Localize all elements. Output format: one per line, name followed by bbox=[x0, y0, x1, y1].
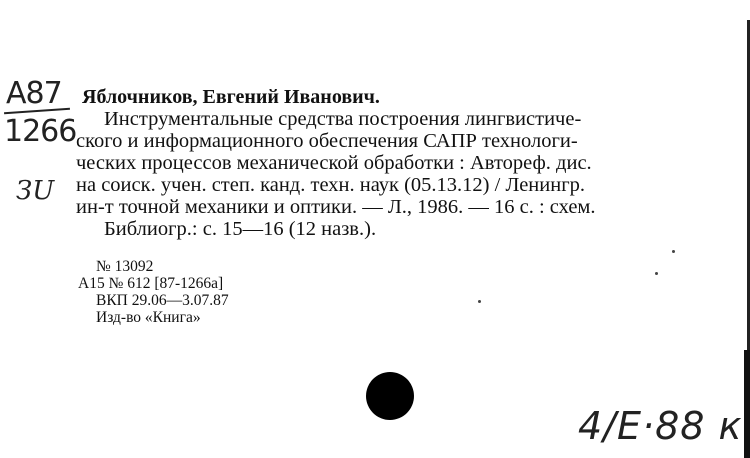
title-line-4: на соиск. учен. степ. канд. техн. наук (05.13.12) / Ленингр. bbox=[76, 174, 586, 196]
bibliography-note: Библиогр.: с. 15—16 (12 назв.). bbox=[104, 218, 377, 240]
side-handwritten-mark: ЗU bbox=[16, 176, 55, 206]
record-number: № 13092 bbox=[96, 258, 154, 275]
title-line-2: ского и информационного обеспечения САПР технологи- bbox=[76, 130, 578, 152]
title-line-3: ческих процессов механической обработки : Автореф. дис. bbox=[76, 152, 592, 174]
title-line-1: Инструментальные средства построения лингвистиче- bbox=[104, 108, 582, 130]
card-punch-hole bbox=[366, 372, 414, 420]
bibliographic-record bbox=[76, 86, 696, 240]
shelfmark-top: A87 bbox=[6, 76, 62, 111]
publisher-line: Изд-во «Книга» bbox=[96, 309, 201, 326]
handwritten-note: 4/Е·88 к bbox=[578, 404, 743, 448]
speck bbox=[655, 272, 658, 275]
title-line-5: ин-т точной механики и оптики. — Л., 1986. — 16 с. : схем. bbox=[76, 196, 596, 218]
speck bbox=[478, 300, 481, 303]
top-edge-marks bbox=[165, 0, 585, 4]
right-edge-shadow-lower bbox=[744, 350, 750, 458]
imprint-block bbox=[78, 258, 229, 326]
registration-number: А15 № 612 [87-1266а] bbox=[78, 275, 224, 292]
author-heading: Яблочников, Евгений Иванович. bbox=[82, 86, 380, 108]
classification-line: ВКП 29.06—3.07.87 bbox=[96, 292, 229, 309]
speck bbox=[672, 250, 675, 253]
shelfmark-bottom: 1266 bbox=[4, 114, 77, 149]
